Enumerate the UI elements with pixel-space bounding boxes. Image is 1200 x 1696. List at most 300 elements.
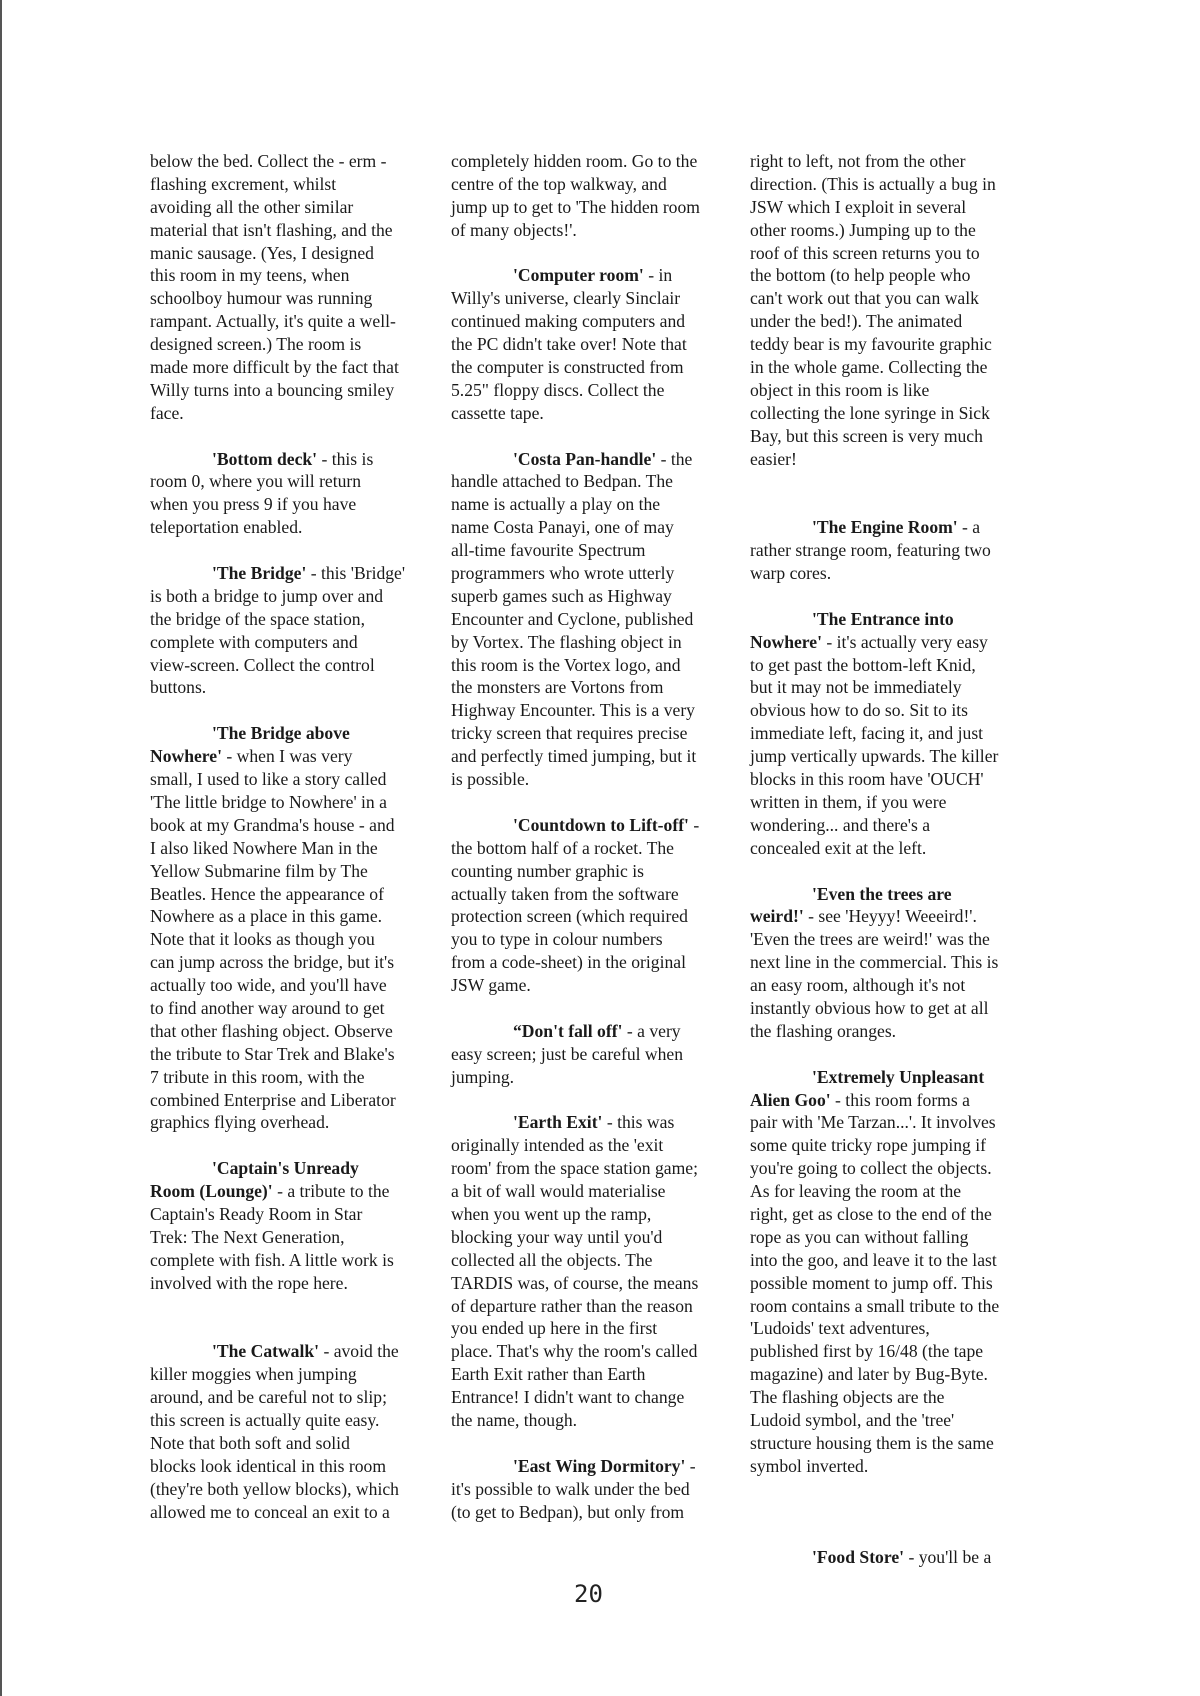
text-line [750,1226,1040,1249]
text-line [750,905,1040,928]
body-text: it's possible to walk under the bed [451,1478,690,1499]
text-line [750,379,1040,402]
text-line [451,173,741,196]
text-line [451,516,741,539]
body-text: of departure rather than the reason [451,1295,693,1316]
room-name-heading: 'Food Store' [812,1547,905,1568]
body-text: handle attached to Bedpan. The [451,471,673,492]
body-text: Captain's Ready Room in Star [150,1203,363,1224]
text-line [750,1089,1040,1112]
text-line [750,837,1040,860]
body-text: completely hidden room. Go to the [451,151,698,171]
text-line [451,631,741,654]
body-text: jumping. [451,1066,515,1087]
body-text: blocks in this room have 'OUCH' [750,769,984,790]
paragraph-gap [451,791,741,814]
text-line [150,814,440,837]
body-text: room 0, where you will return [150,471,362,492]
body-text: - a tribute to the [272,1181,390,1202]
body-text: manic sausage. (Yes, I designed [150,242,374,263]
paragraph-gap [750,1501,1040,1524]
text-line [750,448,1040,471]
body-text: schoolboy humour was running [150,288,373,309]
body-text: - this room forms a [830,1089,970,1110]
body-text: Note that it looks as though you [150,929,375,950]
body-text: counting number graphic is [451,860,644,881]
text-line [150,1157,440,1180]
text-line [451,1340,741,1363]
body-text: is possible. [451,769,530,790]
text-line [750,1180,1040,1203]
text-line [451,1295,741,1318]
body-text: the bottom (to help people who [750,265,971,286]
body-text: in the whole game. Collecting the [750,357,988,378]
text-line [150,608,440,631]
body-text: Encounter and Cyclone, published [451,608,694,629]
body-text: superb games such as Highway [451,585,672,606]
paragraph-gap [750,1043,1040,1066]
paragraph-gap [451,1089,741,1112]
text-line [150,1272,440,1295]
paragraph-gap [451,425,741,448]
body-text: Earth Exit rather than Earth [451,1364,646,1385]
room-name-heading: Alien Goo' [750,1089,831,1110]
body-text: you ended up here in the first [451,1318,658,1339]
text-line [150,791,440,814]
text-line [150,837,440,860]
body-text: TARDIS was, of course, the means [451,1272,699,1293]
body-text: Entrance! I didn't want to change [451,1387,685,1408]
body-text: small, I used to like a story called [150,769,387,790]
text-line [451,837,741,860]
text-line [451,1066,741,1089]
text-line [750,562,1040,585]
body-text: blocking your way until you'd [451,1226,663,1247]
text-line [150,1363,440,1386]
body-text: direction. (This is actually a bug in [750,173,996,194]
paragraph-gap [150,699,440,722]
body-text: warp cores. [750,563,832,584]
body-text: Beatles. Hence the appearance of [150,883,384,904]
room-name-heading: 'Bottom deck' [212,448,318,469]
text-line [451,1249,741,1272]
text-line [750,1066,1040,1089]
body-text: can jump across the bridge, but it's [150,952,395,973]
body-text: - when I was very [222,746,353,767]
text-line [750,516,1040,539]
room-name-heading: 'Costa Pan-handle' [513,448,657,469]
body-text: you to type in colour numbers [451,929,663,950]
text-line [150,333,440,356]
body-text: The flashing objects are the [750,1387,945,1408]
body-text: - it's actually very easy [822,631,988,652]
body-text: 5.25" floppy discs. Collect the [451,379,665,400]
body-text: concealed exit at the left. [750,837,927,858]
body-text: complete with computers and [150,631,358,652]
body-text: is both a bridge to jump over and [150,585,384,606]
text-line [150,1089,440,1112]
body-text: programmers who wrote utterly [451,563,675,584]
body-text: - avoid the [319,1341,399,1362]
body-text: face. [150,402,184,423]
room-name-heading: 'Extremely Unpleasant [812,1066,985,1087]
body-text: 'The little bridge to Nowhere' in a [150,791,387,812]
text-line [451,905,741,928]
body-text: jump vertically upwards. The killer [750,746,999,767]
body-text: teddy bear is my favourite graphic [750,334,992,355]
text-line [750,356,1040,379]
body-text: published first by 16/48 (the tape [750,1341,984,1362]
text-line [451,951,741,974]
text-line [451,676,741,699]
body-text: - this is [317,448,374,469]
body-text: when you press 9 if you have [150,494,357,515]
text-line [750,287,1040,310]
text-line [750,310,1040,333]
body-text: object in this room is like [750,379,930,400]
body-text: easy screen; just be careful when [451,1043,684,1064]
body-text: the tribute to Star Trek and Blake's [150,1043,395,1064]
text-line [750,402,1040,425]
body-text: right to left, not from the other [750,151,966,171]
paragraph-gap [750,470,1040,493]
body-text: instantly obvious how to get at all [750,997,989,1018]
text-line [150,1066,440,1089]
text-line [451,1226,741,1249]
text-line [451,1203,741,1226]
text-line [750,1020,1040,1043]
text-line [451,1317,741,1340]
body-text: right, get as close to the end of the [750,1203,992,1224]
body-text: 'Even the trees are weird!' was the [750,929,990,950]
room-name-heading: “Don't fall off' [513,1020,623,1041]
text-line [451,768,741,791]
text-line [451,310,741,333]
body-text: - the [656,448,693,469]
text-line [750,196,1040,219]
text-line [750,768,1040,791]
body-text: buttons. [150,677,207,698]
body-text: combined Enterprise and Liberator [150,1089,396,1110]
text-line [451,448,741,471]
body-text: immediate left, facing it, and just [750,723,984,744]
body-text: JSW game. [451,975,531,996]
body-text: this room in my teens, when [150,265,350,286]
body-text: - a [957,517,981,538]
body-text: book at my Grandma's house - and [150,814,395,835]
body-text: wondering... and there's a [750,814,931,835]
room-name-heading: 'The Catwalk' [212,1341,320,1362]
text-line [451,287,741,310]
text-line [150,585,440,608]
room-name-heading: 'The Engine Room' [812,517,958,538]
body-text: to find another way around to get [150,997,385,1018]
body-text: tricky screen that requires precise [451,723,688,744]
body-text: made more difficult by the fact that [150,357,399,378]
body-text: originally intended as the 'exit [451,1135,664,1156]
paragraph-gap [750,1523,1040,1546]
room-name-heading: 'The Bridge' [212,563,307,584]
room-name-heading: 'Earth Exit' [513,1112,603,1133]
text-line [750,1157,1040,1180]
text-line [750,676,1040,699]
text-line [451,608,741,631]
text-line [150,264,440,287]
text-line [150,516,440,539]
body-text: the computer is constructed from [451,357,684,378]
page-number: 20 [574,1580,603,1608]
text-line [150,1226,440,1249]
text-line [150,1111,440,1134]
text-line [150,196,440,219]
text-line [451,974,741,997]
text-line [451,150,741,173]
body-text: Yellow Submarine film by The [150,860,368,881]
page-edge-divider [0,0,2,1696]
body-text: structure housing them is the same [750,1432,994,1453]
body-text: room' from the space station game; [451,1158,698,1179]
paragraph-gap [451,1432,741,1455]
text-line [451,1134,741,1157]
text-line [451,814,741,837]
text-line [750,333,1040,356]
text-line [451,928,741,951]
text-line [750,631,1040,654]
body-text: from a code-sheet) in the original [451,952,686,973]
text-line [750,814,1040,837]
text-line [150,1020,440,1043]
text-line [750,1363,1040,1386]
text-line [750,1272,1040,1295]
text-line [750,654,1040,677]
text-line [451,699,741,722]
paragraph-gap [750,585,1040,608]
text-line [451,1020,741,1043]
body-text: As for leaving the room at the [750,1181,962,1202]
text-line [750,1249,1040,1272]
body-text: an easy room, although it's not [750,975,966,996]
body-text: into the goo, and leave it to the last [750,1249,997,1270]
paragraph-gap [150,425,440,448]
text-line [750,722,1040,745]
text-line [150,768,440,791]
body-text: this room is the Vortex logo, and [451,654,681,675]
text-line [750,883,1040,906]
text-line [150,1455,440,1478]
paragraph-gap [150,1295,440,1318]
text-line [150,745,440,768]
text-line [451,470,741,493]
body-text: centre of the top walkway, and [451,173,667,194]
body-text: - [688,814,700,835]
body-text: designed screen.) The room is [150,334,362,355]
text-line [150,1501,440,1524]
body-text: some quite tricky rope jumping if [750,1135,987,1156]
text-line [451,1478,741,1501]
paragraph-gap [150,1134,440,1157]
body-text: 'Ludoids' text adventures, [750,1318,930,1339]
text-line [451,883,741,906]
text-line [451,1111,741,1134]
body-text: actually taken from the software [451,883,679,904]
text-line [150,905,440,928]
text-line [150,562,440,585]
body-text: the name, though. [451,1409,578,1430]
room-name-heading: Nowhere' [150,746,222,767]
text-line [150,928,440,951]
text-line [150,1432,440,1455]
text-line [150,150,440,173]
body-text: Highway Encounter. This is a very [451,700,695,721]
body-text: that other flashing object. Observe [150,1020,393,1041]
body-text: by Vortex. The flashing object in [451,631,682,652]
body-text: flashing excrement, whilst [150,173,337,194]
body-text: material that isn't flashing, and the [150,219,393,240]
text-line [150,402,440,425]
text-line [150,1180,440,1203]
body-text: actually too wide, and you'll have [150,975,387,996]
body-text: blocks look identical in this room [150,1455,387,1476]
room-name-heading: 'Captain's Unready [212,1158,359,1179]
body-text: below the bed. Collect the - erm - [150,151,387,171]
text-line [150,242,440,265]
text-line [750,1432,1040,1455]
text-line [150,379,440,402]
body-text: pair with 'Me Tarzan...'. It involves [750,1112,996,1133]
text-line [150,1386,440,1409]
paragraph-gap [451,997,741,1020]
body-text: cassette tape. [451,402,544,423]
text-line [451,402,741,425]
text-line [451,585,741,608]
text-column-1 [150,150,440,1523]
room-name-heading: 'Computer room' [513,265,644,286]
body-text: Nowhere as a place in this game. [150,906,383,927]
text-column-2 [451,150,741,1523]
body-text: but it may not be immediately [750,677,962,698]
text-line [451,493,741,516]
text-line [750,699,1040,722]
body-text: rampant. Actually, it's quite a well- [150,311,396,332]
text-line [750,1134,1040,1157]
body-text: rope as you can without falling [750,1226,969,1247]
text-line [451,264,741,287]
body-text: view-screen. Collect the control [150,654,375,675]
body-text: you're going to collect the objects. [750,1158,992,1179]
text-line [150,860,440,883]
text-line [750,1409,1040,1432]
text-line [150,470,440,493]
text-column-3 [750,150,1040,1569]
body-text: next line in the commercial. This is [750,952,999,973]
text-line [451,356,741,379]
body-text: around, and be careful not to slip; [150,1387,387,1408]
body-text: possible moment to jump off. This [750,1272,993,1293]
body-text: Willy's universe, clearly Sinclair [451,288,681,309]
body-text: (to get to Bedpan), but only from [451,1501,685,1522]
text-line [750,928,1040,951]
text-line [451,1272,741,1295]
text-line [750,539,1040,562]
text-line [750,1295,1040,1318]
text-line [451,379,741,402]
body-text: easier! [750,448,797,469]
text-line [451,1180,741,1203]
body-text: killer moggies when jumping [150,1364,357,1385]
text-line [451,1363,741,1386]
text-line [750,1386,1040,1409]
body-text: to get past the bottom-left Knid, [750,654,976,675]
room-name-heading: 'Even the trees are [812,883,952,904]
text-line [150,1478,440,1501]
paragraph-gap [150,1317,440,1340]
text-line [150,219,440,242]
text-line [750,608,1040,631]
body-text: - you'll be a [904,1547,992,1568]
body-text: Bay, but this screen is very much [750,425,983,446]
text-line [150,173,440,196]
room-name-heading: 'Countdown to Lift-off' [513,814,689,835]
text-line [750,219,1040,242]
room-name-heading: 'East Wing Dormitory' [513,1455,686,1476]
text-line [750,425,1040,448]
text-line [750,1111,1040,1134]
body-text: written in them, if you were [750,791,947,812]
text-line [750,1546,1040,1569]
body-text: and perfectly timed jumping, but it [451,746,697,767]
text-line [150,1043,440,1066]
body-text: JSW which I exploit in several [750,196,967,217]
text-line [451,1409,741,1432]
text-line [150,722,440,745]
text-line [451,539,741,562]
body-text: 7 tribute in this room, with the [150,1066,365,1087]
body-text: - in [643,265,673,286]
body-text: under the bed!). The animated [750,311,963,332]
paragraph-gap [750,1478,1040,1501]
body-text: graphics flying overhead. [150,1112,330,1133]
text-line [750,150,1040,173]
body-text: when you went up the ramp, [451,1203,652,1224]
body-text: collecting the lone syringe in Sick [750,402,990,423]
text-line [150,310,440,333]
text-line [451,1043,741,1066]
body-text: allowed me to conceal an exit to a [150,1501,390,1522]
body-text: name Costa Panayi, one of may [451,517,674,538]
text-line [150,654,440,677]
body-text: roof of this screen returns you to [750,242,980,263]
body-text: name is actually a play on the [451,494,661,515]
text-line [150,1409,440,1432]
text-line [750,1317,1040,1340]
text-line [750,745,1040,768]
body-text: protection screen (which required [451,906,688,927]
body-text: teleportation enabled. [150,517,303,538]
text-line [451,333,741,356]
body-text: - this 'Bridge' [306,563,406,584]
body-text: room contains a small tribute to the [750,1295,1000,1316]
text-line [451,562,741,585]
body-text: all-time favourite Spectrum [451,540,646,561]
body-text: can't work out that you can walk [750,288,979,309]
text-line [750,1455,1040,1478]
body-text: Willy turns into a bouncing smiley [150,379,395,400]
text-line [150,1203,440,1226]
text-line [451,196,741,219]
body-text: the PC didn't take over! Note that [451,334,687,355]
text-line [750,974,1040,997]
body-text: Trek: The Next Generation, [150,1226,345,1247]
